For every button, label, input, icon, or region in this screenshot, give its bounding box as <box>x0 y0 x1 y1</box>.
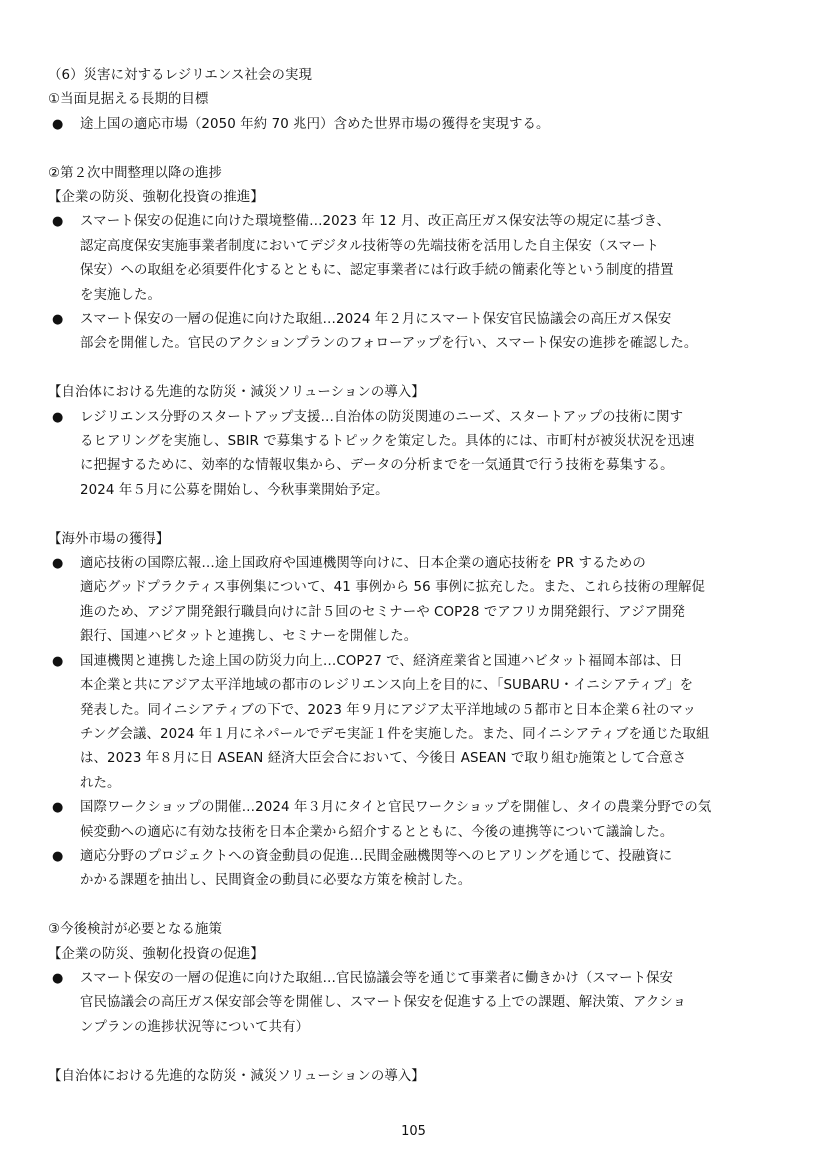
bullet-line: 2024 年５月に公募を開始し、今秋事業開始予定。 <box>80 482 389 498</box>
bullet-line: 国連機関と連携した途上国の防災力向上…COP27 で、経済産業省と国連ハビタット福岡本部は、日 <box>80 653 683 669</box>
bullet-line: を実施した。 <box>80 287 161 303</box>
bullet-smart-security-env <box>48 210 788 308</box>
bullet-line: 官民協議会の高圧ガス保安部会等を開催し、スマート保安を促進する上での課題、解決策、アクショ <box>80 995 687 1011</box>
bullet-line: に把握するために、効率的な情報収集から、データの分析までを一気通貫で行う技術を募集する。 <box>80 458 674 474</box>
bullet-icon: ● <box>52 800 64 816</box>
bullet-international-pr <box>48 552 788 650</box>
bullet-line: 適応分野のプロジェクトへの資金動員の促進…民間金融機関等へのヒアリングを通じて、投融資に <box>80 848 673 864</box>
bullet-icon: ● <box>52 116 64 132</box>
subheading-corporate-future: 【企業の防災、強靭化投資の促進】 <box>48 946 264 962</box>
subheading-local-government: 【自治体における先進的な防災・減災ソリューションの導入】 <box>48 385 425 401</box>
bullet-line: 本企業と共にアジア太平洋地域の都市のレジリエンス向上を目的に、「SUBARU・イニシアティブ」を <box>80 678 694 694</box>
bullet-line: は、2023 年８月に日 ASEAN 経済大臣会合において、今後日 ASEAN で取り組む施策として合意さ <box>80 751 687 767</box>
bullet-icon: ● <box>52 653 64 669</box>
bullet-line: 途上国の適応市場（2050 年約 70 兆円）含めた世界市場の獲得を実現する。 <box>80 116 550 132</box>
bullet-line: れた。 <box>80 775 121 791</box>
bullet-workshop <box>48 796 788 845</box>
bullet-icon: ● <box>52 848 64 864</box>
bullet-fund-mobilization <box>48 845 788 894</box>
bullet-startup-support <box>48 406 788 504</box>
bullet-icon: ● <box>52 556 64 572</box>
bullet-line: 銀行、国連ハビタットと連携し、セミナーを開催した。 <box>80 629 418 645</box>
bullet-line: かかる課題を抽出し、民間資金の動員に必要な方策を検討した。 <box>80 873 472 889</box>
document-body <box>48 64 788 1089</box>
bullet-line: 国際ワークショップの開催…2024 年３月にタイと官民ワークショップを開催し、タイの農業分野での気 <box>80 800 712 816</box>
bullet-line: 認定高度保安実施事業者制度においてデジタル技術等の先端技術を活用した自主保安（スマート <box>80 238 660 254</box>
bullet-line: 保安）への取組を必須要件化するとともに、認定事業者には行政手続の簡素化等という制度的措置 <box>80 263 674 279</box>
heading-progress: ②第２次中間整理以降の進捗 <box>48 165 222 181</box>
section-title: （6）災害に対するレジリエンス社会の実現 <box>48 68 312 83</box>
heading-future-measures: ③今後検討が必要となる施策 <box>48 922 222 938</box>
bullet-line: 候変動への適応に有効な技術を日本企業から紹介するとともに、今後の連携等について議論した。 <box>80 824 674 840</box>
heading-long-term-goal: ①当面見据える長期的目標 <box>48 92 209 108</box>
bullet-line: 発表した。同イニシアティブの下で、2023 年９月にアジア太平洋地域の５都市と日本企業６社のマッ <box>80 702 696 718</box>
bullet-line: るヒアリングを実施し、SBIR で募集するトピックを策定した。具体的には、市町村が被災状況を迅速 <box>80 434 695 450</box>
subheading-overseas: 【海外市場の獲得】 <box>48 531 170 547</box>
bullet-un-disaster <box>48 650 788 796</box>
bullet-line: レジリエンス分野のスタートアップ支援…自治体の防災関連のニーズ、スタートアップの技術に関す <box>80 409 684 425</box>
bullet-icon: ● <box>52 312 64 328</box>
bullet-line: 部会を開催した。官民のアクションプランのフォローアップを行い、スマート保安の進捗を確認した。 <box>80 336 698 352</box>
bullet-line: スマート保安の一層の促進に向けた取組…官民協議会等を通じて事業者に働きかけ（スマート保安 <box>80 970 674 986</box>
bullet-icon: ● <box>52 214 64 230</box>
bullet-line: 適応グッドプラクティス事例集について、41 事例から 56 事例に拡充した。また、これら技術の理解促 <box>80 580 705 596</box>
page-number: 105 <box>401 1124 426 1139</box>
bullet-goal <box>48 113 788 137</box>
bullet-smart-security-future <box>48 967 788 1040</box>
bullet-line: 適応技術の国際広報…途上国政府や国連機関等向けに、日本企業の適応技術を PR するための <box>80 556 646 572</box>
bullet-smart-security-promotion <box>48 308 788 357</box>
bullet-line: 進のため、アジア開発銀行職員向けに計５回のセミナーや COP28 でアフリカ開発銀行、アジア開発 <box>80 604 686 620</box>
bullet-icon: ● <box>52 970 64 986</box>
bullet-line: スマート保安の一層の促進に向けた取組…2024 年２月にスマート保安官民協議会の高圧ガス保安 <box>80 312 672 328</box>
bullet-line: ンプランの進捗状況等について共有） <box>80 1019 310 1035</box>
bullet-line: スマート保安の促進に向けた環境整備…2023 年 12 月、改正高圧ガス保安法等の規定に基づき、 <box>80 214 671 230</box>
bullet-line: チング会議、2024 年１月にネパールでデモ実証１件を実施した。また、同イニシアティブを通じた取組 <box>80 726 710 742</box>
subheading-corporate: 【企業の防災、強靭化投資の推進】 <box>48 190 264 206</box>
bullet-icon: ● <box>52 409 64 425</box>
subheading-local-government-future: 【自治体における先進的な防災・減災ソリューションの導入】 <box>48 1068 425 1084</box>
